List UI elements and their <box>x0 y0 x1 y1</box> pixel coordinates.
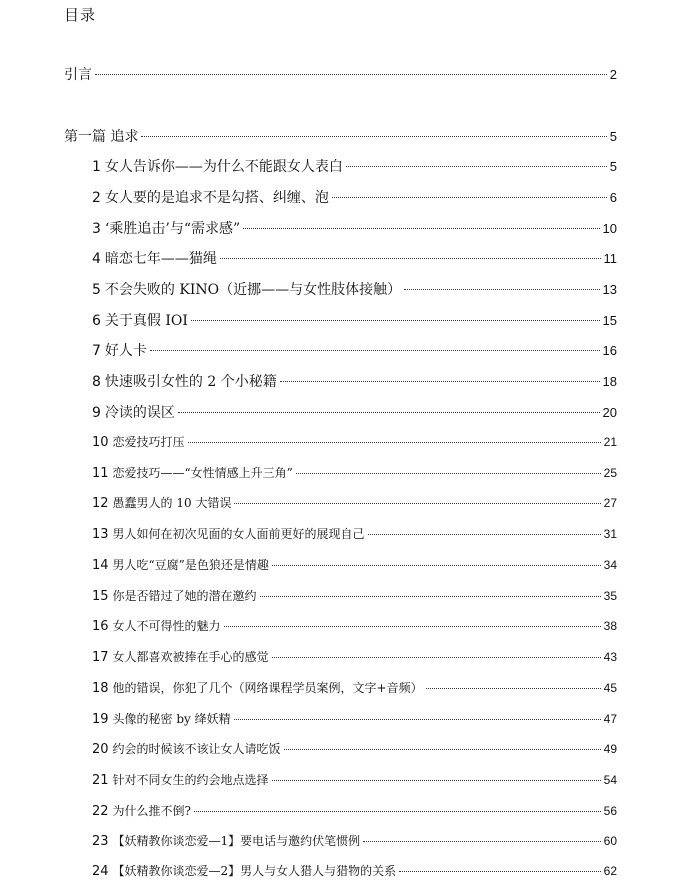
toc-entry-number: 9 <box>92 405 101 421</box>
toc-entry-page-number: 34 <box>603 558 617 572</box>
toc-entry[interactable] <box>92 556 617 578</box>
toc-entry-number: 24 <box>92 864 109 879</box>
toc-entry-page-number: 5 <box>609 129 617 144</box>
toc-entry-label <box>64 126 138 146</box>
toc-entry-page-number: 62 <box>603 864 617 878</box>
toc-title: 目录 <box>64 6 97 24</box>
dot-leader <box>224 626 601 627</box>
dot-leader <box>404 289 599 290</box>
toc-entry[interactable] <box>92 494 617 516</box>
toc-entry-text: 引言 <box>64 67 92 83</box>
dot-leader <box>194 811 601 812</box>
toc-entry-label <box>92 156 343 176</box>
toc-entry-label <box>92 433 185 450</box>
toc-entry[interactable] <box>92 525 617 547</box>
toc-entry-text: 女人要的是追求不是勾搭、纠缠、泡 <box>104 190 329 206</box>
toc-entry-text: 头像的秘密 by 绛妖精 <box>112 712 231 726</box>
toc-entry-label <box>92 340 147 360</box>
toc-entry-text: 为什么推不倒? <box>112 804 191 818</box>
toc-entry-number: 8 <box>92 374 101 390</box>
toc-entry[interactable] <box>92 862 617 884</box>
toc-entry-label <box>92 771 269 788</box>
toc-entry[interactable] <box>92 340 617 362</box>
toc-entry-text: 女人都喜欢被捧在手心的感觉 <box>112 650 269 664</box>
toc-entry-text: 第一篇 追求 <box>64 129 139 145</box>
dot-leader <box>260 596 601 597</box>
toc-entry-label <box>92 525 365 542</box>
toc-entry-label <box>92 402 175 422</box>
toc-entry-label <box>92 710 231 727</box>
toc-entry-number: 20 <box>92 742 109 757</box>
toc-entry-text: 恋爱技巧打压 <box>112 435 185 449</box>
dot-leader <box>368 534 601 535</box>
dot-leader <box>272 780 601 781</box>
toc-entry-text: 好人卡 <box>104 343 147 359</box>
toc-entry-text: 男人如何在初次见面的女人面前更好的展现自己 <box>112 527 365 541</box>
toc-entry-text: 暗恋七年——猫绳 <box>104 251 217 267</box>
toc-entry-page-number: 38 <box>603 619 617 633</box>
toc-entry-number: 7 <box>92 343 101 359</box>
toc-entry[interactable] <box>92 617 617 639</box>
toc-entry[interactable] <box>92 832 617 854</box>
toc-entry-page-number: 31 <box>603 527 617 541</box>
toc-entry[interactable] <box>64 126 617 148</box>
toc-entry-text: 针对不同女生的约会地点选择 <box>112 773 269 787</box>
toc-entry-label <box>92 802 191 819</box>
toc-entry-number: 11 <box>92 466 109 481</box>
toc-entry-page-number: 18 <box>602 374 617 389</box>
toc-entry-label <box>92 679 423 696</box>
toc-entry-number: 6 <box>92 313 101 329</box>
toc-entry-label <box>92 648 269 665</box>
dot-leader <box>243 228 599 229</box>
toc-entry-page-number: 21 <box>603 435 617 449</box>
toc-entry[interactable] <box>92 710 617 732</box>
toc-entry-text: 快速吸引女性的 2 个小秘籍 <box>104 374 277 390</box>
dot-leader <box>296 473 601 474</box>
toc-entry[interactable] <box>92 310 617 332</box>
dot-leader <box>272 565 601 566</box>
toc-entry-number: 12 <box>92 496 109 511</box>
dot-leader <box>150 350 600 351</box>
toc-entry-page-number: 11 <box>603 251 617 266</box>
toc-entry-text: 关于真假 IOI <box>104 313 188 329</box>
toc-entry-label <box>92 862 396 879</box>
dot-leader <box>234 503 600 504</box>
toc-entry-text: 恋爱技巧——“女性情感上升三角” <box>112 466 293 480</box>
dot-leader <box>284 749 601 750</box>
toc-entry[interactable] <box>92 740 617 762</box>
toc-entry-page-number: 20 <box>602 405 617 420</box>
toc-entry-page-number: 47 <box>603 712 617 726</box>
toc-entry-label <box>92 371 277 391</box>
dot-leader <box>220 258 601 259</box>
toc-entry-number: 4 <box>92 251 101 267</box>
toc-entry-page-number: 35 <box>603 589 617 603</box>
toc-entry-number: 16 <box>92 619 109 634</box>
toc-entry[interactable] <box>92 771 617 793</box>
dot-leader <box>191 320 600 321</box>
toc-entry-page-number: 43 <box>603 650 617 664</box>
toc-entry-page-number: 10 <box>602 221 617 236</box>
toc-entry-label <box>92 187 329 207</box>
dot-leader <box>426 688 601 689</box>
toc-entry-page-number: 45 <box>603 681 617 695</box>
toc-entry[interactable] <box>92 802 617 824</box>
toc-entry-text: 你是否错过了她的潜在邀约 <box>112 589 257 603</box>
toc-entry-label <box>64 64 92 84</box>
toc-entry-page-number: 60 <box>603 834 617 848</box>
toc-entry[interactable] <box>92 248 617 270</box>
toc-entry-text: 男人吃“豆腐”是色狼还是情趣 <box>112 558 269 572</box>
toc-entry-label <box>92 310 188 330</box>
toc-entry-page-number: 13 <box>602 282 617 297</box>
toc-entry-number: 3 <box>92 221 101 237</box>
toc-entry-label <box>92 494 231 511</box>
toc-entry[interactable] <box>64 64 617 86</box>
toc-entry-label <box>92 279 401 299</box>
dot-leader <box>95 74 607 75</box>
toc-entry-page-number: 16 <box>602 343 617 358</box>
toc-entry[interactable] <box>92 464 617 486</box>
dot-leader <box>141 136 606 137</box>
toc-entry[interactable] <box>92 371 617 393</box>
toc-entry-number: 15 <box>92 589 109 604</box>
toc-entry-number: 10 <box>92 435 109 450</box>
toc-entry-number: 19 <box>92 712 109 727</box>
toc-entry-number: 2 <box>92 190 101 206</box>
toc-entry-page-number: 2 <box>609 67 617 82</box>
toc-entry-label <box>92 218 240 238</box>
toc-entry[interactable] <box>92 433 617 455</box>
dot-leader <box>234 719 601 720</box>
toc-entry-number: 22 <box>92 804 109 819</box>
toc-entry-text: 他的错误，你犯了几个（网络课程学员案例，文字+音频） <box>112 681 423 695</box>
toc-entry-number: 5 <box>92 282 101 298</box>
toc-entry-label <box>92 464 293 481</box>
toc-entry-page-number: 5 <box>609 159 617 174</box>
dot-leader <box>272 657 601 658</box>
toc-entry[interactable] <box>92 587 617 609</box>
toc-entry[interactable] <box>92 402 617 424</box>
toc-entry-text: 女人告诉你——为什么不能跟女人表白 <box>104 159 343 175</box>
toc-entry-text: ‘乘胜追击’与“需求感” <box>104 221 241 237</box>
toc-entry-label <box>92 740 281 757</box>
dot-leader <box>363 841 600 842</box>
dot-leader <box>346 166 607 167</box>
toc-entry-text: 女人不可得性的魅力 <box>112 619 221 633</box>
toc-entry-label <box>92 587 257 604</box>
toc-entry-label <box>92 248 217 268</box>
toc-entry-text: 【妖精教你谈恋爱—2】男人与女人猎人与猎物的关系 <box>112 864 397 878</box>
toc-entry-number: 1 <box>92 159 101 175</box>
dot-leader <box>178 412 600 413</box>
toc-entry-text: 约会的时候该不该让女人请吃饭 <box>112 742 281 756</box>
toc-entry-label <box>92 556 269 573</box>
toc-entry-label <box>92 832 360 849</box>
toc-entry-text: 不会失败的 KINO（近挪——与女性肢体接触） <box>104 282 402 298</box>
toc-entry-page-number: 27 <box>603 496 617 510</box>
toc-entry-number: 17 <box>92 650 109 665</box>
dot-leader <box>399 871 600 872</box>
toc-entry-number: 14 <box>92 558 109 573</box>
toc-entry-number: 18 <box>92 681 109 696</box>
toc-entry-text: 愚蠢男人的 10 大错误 <box>112 496 232 510</box>
toc-entry[interactable] <box>92 679 617 701</box>
toc-entry-page-number: 15 <box>602 313 617 328</box>
toc-entry-label <box>92 617 221 634</box>
toc-entry-text: 【妖精教你谈恋爱—1】要电话与邀约伏笔惯例 <box>112 834 361 848</box>
toc-entry[interactable] <box>92 648 617 670</box>
toc-entry-page-number: 56 <box>603 804 617 818</box>
toc-entry-page-number: 25 <box>603 466 617 480</box>
toc-entry-number: 21 <box>92 773 109 788</box>
toc-entry[interactable] <box>92 187 617 209</box>
dot-leader <box>332 197 607 198</box>
toc-entry-number: 13 <box>92 527 109 542</box>
toc-entry-page-number: 54 <box>603 773 617 787</box>
toc-entry-page-number: 6 <box>609 190 617 205</box>
toc-entry-text: 冷读的误区 <box>104 405 175 421</box>
toc-entry[interactable] <box>92 156 617 178</box>
toc-entry[interactable] <box>92 218 617 240</box>
toc-entry-number: 23 <box>92 834 109 849</box>
dot-leader <box>188 442 601 443</box>
toc-entry[interactable] <box>92 279 617 301</box>
toc-entry-page-number: 49 <box>603 742 617 756</box>
dot-leader <box>280 381 600 382</box>
